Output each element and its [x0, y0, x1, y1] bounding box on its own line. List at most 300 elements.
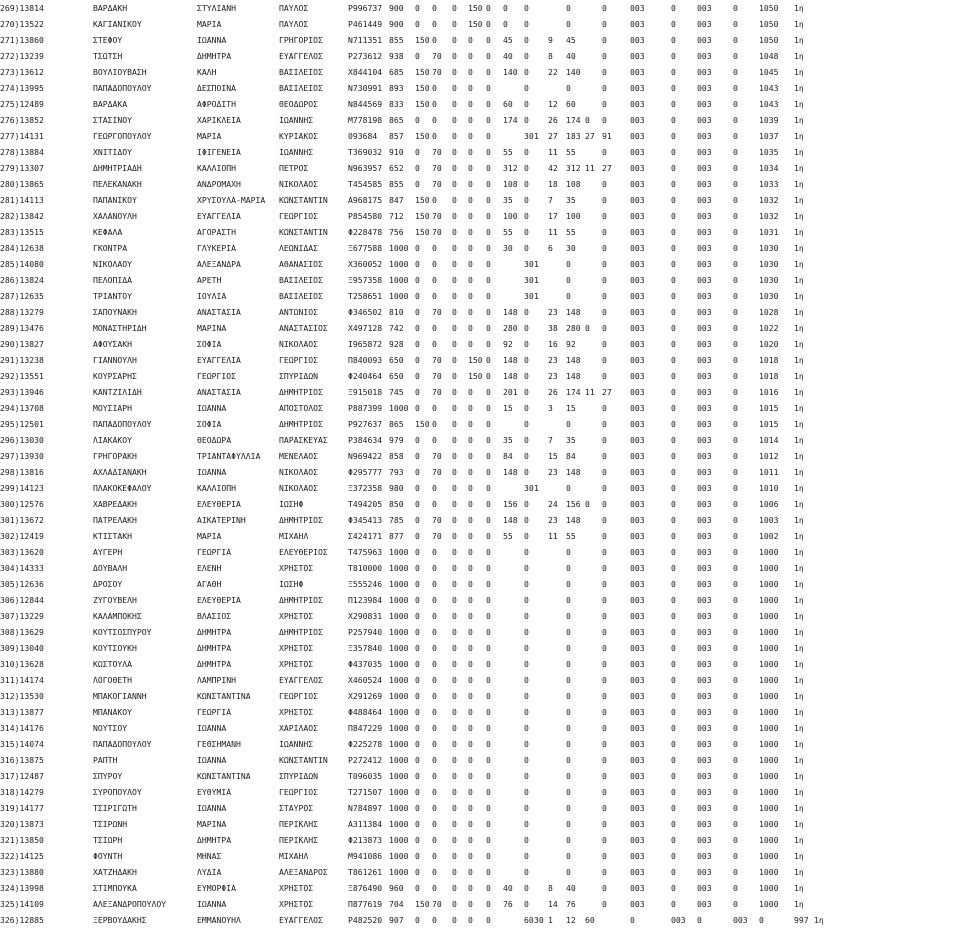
sub-b: 0	[602, 291, 607, 301]
total-score: 1028	[759, 307, 779, 317]
father-name: ΙΩΑΝΝΗΣ	[279, 739, 314, 749]
bonus-3: 0	[452, 851, 457, 861]
extra-a: 0	[524, 867, 529, 877]
bonus-5: 0	[486, 467, 491, 477]
bonus-3: 0	[452, 227, 457, 237]
code-2: 003	[697, 483, 712, 493]
listing-row	[0, 816, 959, 832]
bonus-3: 0	[452, 819, 457, 829]
surname: ΠΑΠΑΝΙΚΟΥ	[93, 195, 137, 205]
bonus-2: 70	[432, 211, 442, 221]
id-number: Φ240464	[348, 371, 383, 381]
code-1: 003	[630, 179, 645, 189]
base-score: 833	[389, 99, 404, 109]
unit-points: 156	[566, 499, 581, 509]
base-score: 1000	[389, 739, 409, 749]
bonus-3: 0	[452, 147, 457, 157]
surname: ΛΟΓΟΘΕΤΗ	[93, 675, 132, 685]
flag-1: 0	[671, 755, 676, 765]
bonus-5: 0	[486, 67, 491, 77]
bonus-4: 0	[468, 275, 473, 285]
base-score: 900	[389, 3, 404, 13]
listing-row	[0, 704, 959, 720]
code-1: 003	[630, 83, 645, 93]
flag-2: 0	[733, 35, 738, 45]
flag-2: 0	[733, 131, 738, 141]
listing-row	[0, 112, 959, 128]
id-number: Ρ482520	[348, 915, 383, 925]
record-id: 274)13995	[0, 83, 44, 93]
listing-row	[0, 368, 959, 384]
base-score: 1000	[389, 819, 409, 829]
bonus-5: 0	[486, 819, 491, 829]
id-number: Ρ461449	[348, 19, 383, 29]
extra-b: 1	[534, 131, 539, 141]
unit-points: 280	[566, 323, 581, 333]
unit-points: 0	[566, 675, 571, 685]
rank: 1η	[794, 227, 804, 237]
extra-a: 30	[524, 483, 534, 493]
code-2: 003	[697, 323, 712, 333]
unit-points: 0	[566, 643, 571, 653]
flag-2: 0	[733, 595, 738, 605]
id-number: Ρ887399	[348, 403, 383, 413]
total-score: 1043	[759, 99, 779, 109]
bonus-1: 0	[415, 787, 420, 797]
code-2: 003	[697, 307, 712, 317]
bonus-4: 0	[468, 51, 473, 61]
extra-a: 0	[524, 787, 529, 797]
unit-points: 0	[566, 563, 571, 573]
bonus-3: 0	[452, 883, 457, 893]
total-score: 1006	[759, 499, 779, 509]
bonus-4: 0	[468, 195, 473, 205]
bonus-4: 0	[468, 115, 473, 125]
id-number: Ι965872	[348, 339, 383, 349]
extra-a: 0	[524, 691, 529, 701]
rank: 1η	[794, 803, 804, 813]
sub-b: 0	[602, 723, 607, 733]
father-name: ΙΩΣΗΦ	[279, 499, 304, 509]
record-id: 283)13515	[0, 227, 44, 237]
total-score: 0	[759, 915, 764, 925]
listing-row	[0, 576, 959, 592]
listing-row	[0, 832, 959, 848]
bonus-4: 0	[468, 547, 473, 557]
bonus-5: 0	[486, 659, 491, 669]
record-id: 302)12419	[0, 531, 44, 541]
extra-points: 148	[503, 371, 518, 381]
listing-row	[0, 912, 959, 928]
bonus-2: 0	[432, 83, 437, 93]
bonus-5: 0	[486, 803, 491, 813]
listing-row	[0, 624, 959, 640]
flag-2: 0	[733, 115, 738, 125]
bonus-2: 0	[432, 259, 437, 269]
base-score: 980	[389, 483, 404, 493]
father-name: ΘΕΟΔΩΡΟΣ	[279, 99, 318, 109]
total-score: 1000	[759, 643, 779, 653]
base-score: 650	[389, 371, 404, 381]
bonus-4: 0	[468, 691, 473, 701]
bonus-3: 0	[452, 35, 457, 45]
extra-a: 0	[524, 403, 529, 413]
base-score: 685	[389, 67, 404, 77]
first-name: ΓΕΩΡΓΙΟΣ	[197, 371, 236, 381]
bonus-5: 0	[486, 851, 491, 861]
total-score: 1000	[759, 771, 779, 781]
extra-a: 0	[524, 211, 529, 221]
record-id: 290)13827	[0, 339, 44, 349]
bonus-5: 0	[486, 675, 491, 685]
surname: ΚΟΥΤΣΟΣΠΥΡΟΥ	[93, 627, 152, 637]
surname: ΓΙΑΝΝΟΥΛΗ	[93, 355, 137, 365]
code-1: 003	[630, 403, 645, 413]
record-id: 318)14279	[0, 787, 44, 797]
unit-points: 55	[566, 147, 576, 157]
code-2: 003	[697, 851, 712, 861]
flag-1: 0	[671, 483, 676, 493]
flag-1: 0	[671, 83, 676, 93]
bonus-5: 0	[486, 579, 491, 589]
units: 23	[548, 467, 558, 477]
code-2: 003	[697, 355, 712, 365]
bonus-5: 0	[486, 83, 491, 93]
id-number: Μ778198	[348, 115, 383, 125]
extra-a: 0	[524, 51, 529, 61]
bonus-1: 0	[415, 3, 420, 13]
bonus-2: 0	[432, 323, 437, 333]
bonus-5: 0	[486, 611, 491, 621]
code-1: 003	[630, 387, 645, 397]
extra-a: 30	[524, 291, 534, 301]
units: 7	[548, 195, 553, 205]
flag-2: 0	[733, 3, 738, 13]
bonus-1: 0	[415, 563, 420, 573]
bonus-5: 0	[486, 275, 491, 285]
bonus-2: 0	[432, 563, 437, 573]
rank: 1η	[794, 179, 804, 189]
total-score: 1037	[759, 131, 779, 141]
first-name: ΑΝΑΣΤΑΣΙΑ	[197, 307, 241, 317]
sub-b: 0	[602, 419, 607, 429]
bonus-4: 0	[468, 179, 473, 189]
surname: ΞΕΡΒΟΥΔΑΚΗΣ	[93, 915, 147, 925]
surname: ΔΗΜΗΤΡΙΑΔΗ	[93, 163, 142, 173]
unit-points: 183	[566, 131, 581, 141]
total-score: 1048	[759, 51, 779, 61]
sub-b: 0	[602, 483, 607, 493]
code-2: 003	[697, 227, 712, 237]
record-id: 321)13850	[0, 835, 44, 845]
bonus-1: 0	[415, 115, 420, 125]
extra-a: 0	[524, 67, 529, 77]
total-score: 1000	[759, 547, 779, 557]
id-number: Τ494205	[348, 499, 383, 509]
unit-points: 0	[566, 547, 571, 557]
bonus-2: 70	[432, 163, 442, 173]
unit-points: 0	[566, 19, 571, 29]
code-1: 003	[630, 499, 645, 509]
flag-1: 0	[671, 595, 676, 605]
bonus-2: 0	[432, 579, 437, 589]
flag-2: 0	[733, 51, 738, 61]
sub-b: 0	[602, 179, 607, 189]
base-score: 858	[389, 451, 404, 461]
code-2: 003	[697, 499, 712, 509]
sub-b: 91	[602, 131, 612, 141]
code-1: 003	[630, 211, 645, 221]
unit-points: 0	[566, 787, 571, 797]
surname: ΔΟΥΒΑΛΗ	[93, 563, 128, 573]
unit-points: 0	[566, 851, 571, 861]
base-score: 1000	[389, 675, 409, 685]
bonus-5: 0	[486, 323, 491, 333]
id-number: Χ291269	[348, 691, 383, 701]
extra-b: 1	[534, 275, 539, 285]
extra-a: 0	[524, 819, 529, 829]
sub-a: 60	[585, 915, 595, 925]
rank: 1η	[794, 243, 804, 253]
bonus-3: 0	[452, 211, 457, 221]
father-name: ΜΙΧΑΗΛ	[279, 851, 309, 861]
sub-b: 0	[602, 691, 607, 701]
bonus-5: 0	[486, 435, 491, 445]
code-1: 003	[630, 163, 645, 173]
record-id: 275)12489	[0, 99, 44, 109]
first-name: ΛΑΜΠΡΙΝΗ	[197, 675, 236, 685]
rank: 1η	[794, 531, 804, 541]
bonus-1: 0	[415, 643, 420, 653]
bonus-2: 0	[432, 723, 437, 733]
bonus-3: 0	[452, 659, 457, 669]
sub-b: 0	[602, 611, 607, 621]
surname: ΠΑΠΑΔΟΠΟΥΛΟΥ	[93, 419, 152, 429]
flag-1: 0	[671, 579, 676, 589]
extra-a: 0	[524, 499, 529, 509]
bonus-5: 0	[486, 3, 491, 13]
bonus-2: 0	[432, 403, 437, 413]
father-name: ΧΡΗΣΤΟΣ	[279, 643, 314, 653]
bonus-3: 0	[452, 115, 457, 125]
total-score: 1000	[759, 803, 779, 813]
total-score: 1015	[759, 403, 779, 413]
bonus-5: 0	[486, 915, 491, 925]
listing-row	[0, 432, 959, 448]
bonus-4: 0	[468, 243, 473, 253]
bonus-2: 0	[432, 915, 437, 925]
bonus-2: 0	[432, 739, 437, 749]
bonus-2: 0	[432, 611, 437, 621]
base-score: 1000	[389, 627, 409, 637]
bonus-3: 0	[452, 371, 457, 381]
rank: 1η	[794, 899, 804, 909]
code-2: 003	[697, 611, 712, 621]
units: 27	[548, 131, 558, 141]
bonus-4: 0	[468, 291, 473, 301]
bonus-3: 0	[452, 83, 457, 93]
bonus-1: 0	[415, 499, 420, 509]
sub-b: 0	[602, 371, 607, 381]
first-name: ΙΦΙΓΕΝΕΙΑ	[197, 147, 241, 157]
bonus-1: 0	[415, 291, 420, 301]
code-2: 003	[697, 195, 712, 205]
id-number: Ξ957358	[348, 275, 383, 285]
listing-row	[0, 192, 959, 208]
surname: ΠΕΛΟΠΙΔΑ	[93, 275, 132, 285]
total-score: 1000	[759, 723, 779, 733]
sub-b: 0	[602, 243, 607, 253]
bonus-4: 0	[468, 163, 473, 173]
bonus-1: 0	[415, 243, 420, 253]
record-id: 319)14177	[0, 803, 44, 813]
flag-1: 0	[671, 691, 676, 701]
record-id: 272)13239	[0, 51, 44, 61]
base-score: 1000	[389, 707, 409, 717]
extra-a: 0	[524, 243, 529, 253]
bonus-4: 0	[468, 915, 473, 925]
units: 11	[548, 531, 558, 541]
base-score: 712	[389, 211, 404, 221]
father-name: ΓΕΩΡΓΙΟΣ	[279, 355, 318, 365]
bonus-4: 0	[468, 467, 473, 477]
rank: 1η	[794, 291, 804, 301]
first-name: ΑΙΚΑΤΕΡΙΝΗ	[197, 515, 246, 525]
extra-a: 0	[524, 3, 529, 13]
code-2: 003	[697, 531, 712, 541]
father-name: ΓΕΩΡΓΙΟΣ	[279, 691, 318, 701]
flag-2: 0	[733, 259, 738, 269]
bonus-5: 0	[486, 403, 491, 413]
id-number: Χ360052	[348, 259, 383, 269]
bonus-3: 0	[452, 787, 457, 797]
bonus-2: 70	[432, 355, 442, 365]
units: 8	[548, 51, 553, 61]
bonus-4: 0	[468, 211, 473, 221]
first-name: ΔΗΜΗΤΡΑ	[197, 643, 232, 653]
sub-b: 0	[602, 547, 607, 557]
flag-1: 0	[671, 787, 676, 797]
bonus-5: 0	[486, 451, 491, 461]
bonus-2: 0	[432, 819, 437, 829]
extra-a: 0	[524, 35, 529, 45]
flag-1: 0	[671, 899, 676, 909]
rank: 1η	[794, 563, 804, 573]
unit-points: 312	[566, 163, 581, 173]
flag-1: 0	[671, 403, 676, 413]
sub-b: 0	[602, 675, 607, 685]
extra-a: 0	[524, 195, 529, 205]
unit-points: 0	[566, 771, 571, 781]
record-id: 276)13852	[0, 115, 44, 125]
unit-points: 148	[566, 515, 581, 525]
bonus-4: 0	[468, 83, 473, 93]
first-name: ΑΓΟΡΑΣΤΗ	[197, 227, 236, 237]
bonus-1: 0	[415, 403, 420, 413]
flag-2: 0	[733, 147, 738, 157]
base-score: 855	[389, 35, 404, 45]
record-id: 277)14131	[0, 131, 44, 141]
listing-row	[0, 304, 959, 320]
surname: ΣΠΥΡΟΥ	[93, 771, 123, 781]
listing-row	[0, 784, 959, 800]
rank: 1η	[794, 371, 804, 381]
listing-row	[0, 240, 959, 256]
total-score: 1000	[759, 691, 779, 701]
extra-a: 30	[524, 131, 534, 141]
first-name: ΑΓΑΘΗ	[197, 579, 222, 589]
total-score: 1031	[759, 227, 779, 237]
code-1: 003	[630, 883, 645, 893]
first-name: ΧΡΥΣΟΥΛΑ-ΜΑΡΙΑ	[197, 195, 266, 205]
rank: 1η	[794, 131, 804, 141]
father-name: ΓΡΗΓΟΡΙΟΣ	[279, 35, 323, 45]
bonus-4: 0	[468, 35, 473, 45]
sub-b: 0	[602, 355, 607, 365]
extra-a: 0	[524, 707, 529, 717]
units: 18	[548, 179, 558, 189]
father-name: ΣΤΑΥΡΟΣ	[279, 803, 314, 813]
first-name: ΙΩΑΝΝΑ	[197, 467, 227, 477]
total-score: 1045	[759, 67, 779, 77]
unit-points: 0	[566, 483, 571, 493]
code-2: 003	[697, 579, 712, 589]
bonus-5: 0	[486, 339, 491, 349]
units: 16	[548, 339, 558, 349]
unit-points: 0	[566, 659, 571, 669]
record-id: 310)13628	[0, 659, 44, 669]
extra-a: 0	[524, 771, 529, 781]
bonus-1: 0	[415, 371, 420, 381]
code-2: 003	[697, 451, 712, 461]
unit-points: 0	[566, 755, 571, 765]
code-1: 003	[630, 67, 645, 77]
base-score: 810	[389, 307, 404, 317]
base-score: 1000	[389, 595, 409, 605]
father-name: ΛΕΩΝΙΔΑΣ	[279, 243, 318, 253]
rank: 1η	[794, 147, 804, 157]
listing-row	[0, 384, 959, 400]
listing-row	[0, 880, 959, 896]
father-name: ΠΑΥΛΟΣ	[279, 19, 309, 29]
first-name: ΕΛΕΥΘΕΡΙΑ	[197, 595, 241, 605]
id-number: Χ460524	[348, 675, 383, 685]
units: 42	[548, 163, 558, 173]
total-score: 1012	[759, 451, 779, 461]
code-2: 003	[697, 3, 712, 13]
flag-2: 0	[733, 307, 738, 317]
record-id: 317)12487	[0, 771, 44, 781]
flag-1: 0	[671, 419, 676, 429]
sub-b: 0	[602, 211, 607, 221]
bonus-2: 0	[432, 499, 437, 509]
bonus-2: 0	[432, 691, 437, 701]
record-id: 311)14174	[0, 675, 44, 685]
rank: 1η	[794, 835, 804, 845]
extra-points: 60	[503, 99, 513, 109]
father-name: ΠΕΡΙΚΛΗΣ	[279, 835, 318, 845]
surname: ΣΤΕΦΟΥ	[93, 35, 123, 45]
surname: ΧΝΙΤΙΔΟΥ	[93, 147, 132, 157]
unit-points: 0	[566, 819, 571, 829]
sub-b: 0	[602, 19, 607, 29]
first-name: ΙΩΑΝΝΑ	[197, 755, 227, 765]
surname: ΠΕΛΕΚΑΝΑΚΗ	[93, 179, 142, 189]
bonus-4: 0	[468, 643, 473, 653]
bonus-4: 0	[468, 819, 473, 829]
flag-2: 0	[733, 19, 738, 29]
code-2: 003	[697, 803, 712, 813]
